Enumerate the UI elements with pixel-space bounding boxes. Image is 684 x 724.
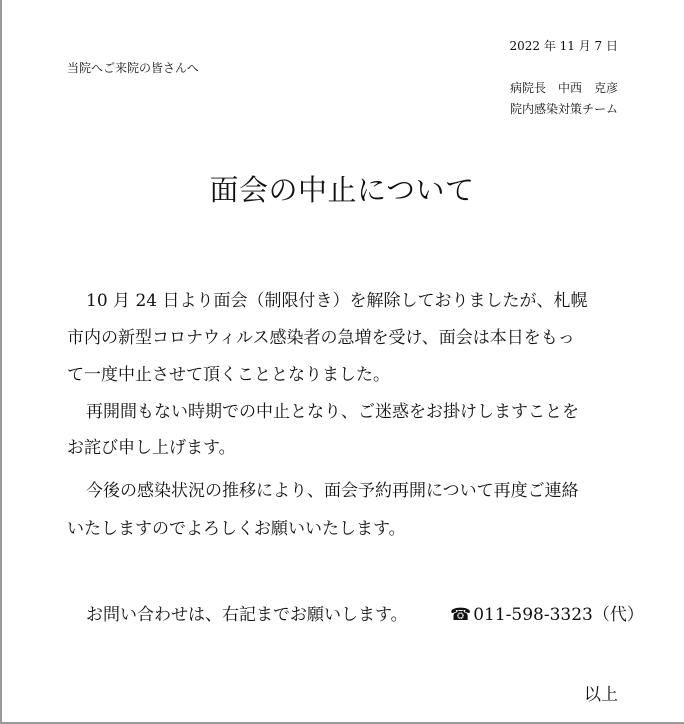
phone-number: 011-598-3323（代） bbox=[473, 605, 644, 625]
body-line: 10 月 24 日より面会（制限付き）を解除しておりましたが、札幌 bbox=[86, 291, 588, 311]
phone-number-group bbox=[450, 600, 644, 625]
body-line: て一度中止させて頂くこととなりました。 bbox=[67, 365, 390, 385]
body-line: 市内の新型コロナウィルス感染者の急増を受け、面会は本日をもっ bbox=[67, 328, 575, 348]
sender-name: 病院長 中西 克彦 bbox=[509, 81, 618, 95]
body-line: 今後の感染状況の推移により、面会予約再開について再度ご連絡 bbox=[86, 481, 579, 501]
closing-word: 以上 bbox=[584, 685, 618, 705]
sender-team: 院内感染対策チーム bbox=[509, 102, 618, 116]
body-line: 再開間もない時期での中止となり、ご迷惑をお掛けしますことを bbox=[86, 402, 579, 422]
body-line: いたしますのでよろしくお願いいたします。 bbox=[67, 519, 406, 539]
document-title: 面会の中止について bbox=[209, 173, 475, 207]
body-line: お詫び申し上げます。 bbox=[67, 438, 236, 458]
recipient-line: 当院へご来院の皆さんへ bbox=[67, 61, 199, 75]
contact-text: お問い合わせは、右記までお願いします。 bbox=[86, 605, 408, 625]
document-date: 2022 年 11 月 7 日 bbox=[509, 39, 618, 53]
page-left-border bbox=[0, 0, 2, 724]
phone-icon: ☎ bbox=[450, 605, 472, 625]
